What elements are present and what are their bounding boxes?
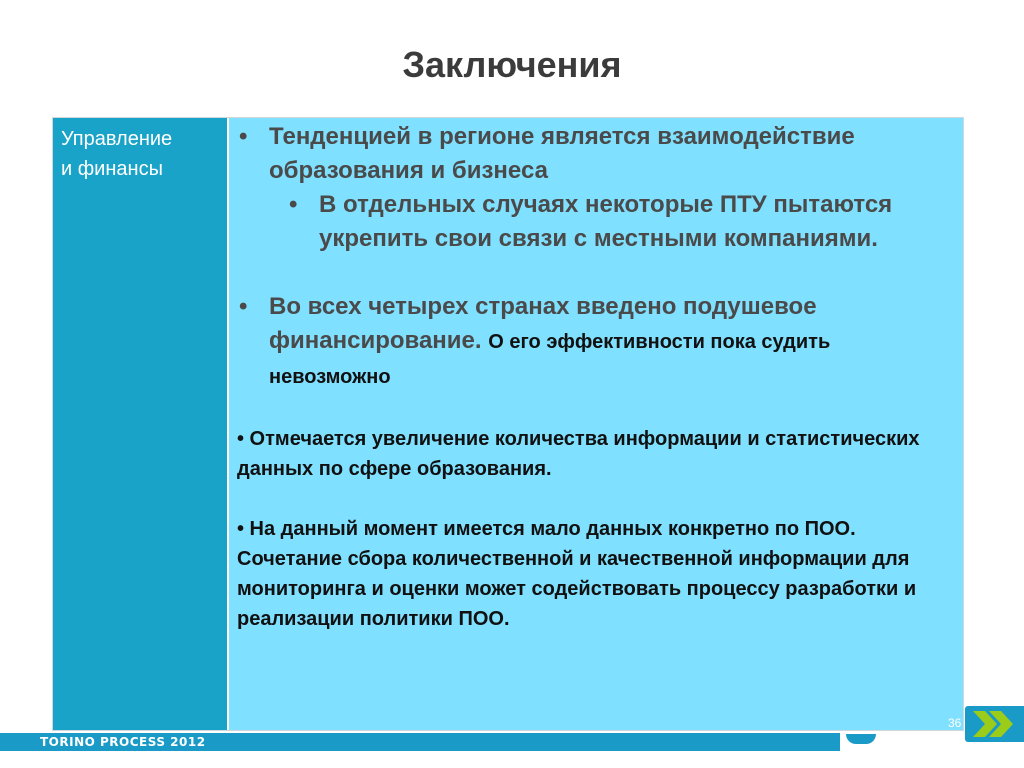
paragraph-item-4-continuation: Сочетание сбора количественной и качественной информации для мониторинга и оценки может содействовать процессу разработки и реализации политики ПОО. xyxy=(237,548,917,630)
bullet-item-1 xyxy=(237,120,953,188)
bullet-marker: • xyxy=(239,123,248,150)
bullet-marker: • xyxy=(289,191,298,218)
bullet-item-2 xyxy=(237,290,953,394)
footer-decoration xyxy=(846,734,876,744)
bullet-item-1-sub-text: В отдельных случаях некоторые ПТУ пытаются укрепить свои связи с местными компаниями. xyxy=(319,191,893,252)
content-table xyxy=(52,117,964,731)
chevron-right-double-icon xyxy=(965,706,1024,742)
footer-brand-text: TORINO PROCESS 2012 xyxy=(40,735,206,749)
row-content-cell xyxy=(229,118,963,730)
bullet-item-2-tail: О его эффективности пока судить невозможно xyxy=(269,331,831,388)
slide-title: Заключения xyxy=(402,44,622,85)
paragraph-item-3: • Отмечается увеличение количества информации и статистических данных по сфере образования. xyxy=(237,428,920,480)
bullet-item-2-content xyxy=(269,290,953,394)
row-header-line1: Управление xyxy=(61,128,173,150)
nav-badge xyxy=(965,706,1024,742)
bullet-marker: • xyxy=(239,293,248,320)
paragraph-item-4: • На данный момент имеется мало данных конкретно по ПОО. xyxy=(237,518,856,540)
bullet-item-2-text: Во всех четырех странах введено подушевое финансирование. xyxy=(269,293,817,354)
bullet-item-1-text: Тенденцией в регионе является взаимодействие образования и бизнеса xyxy=(269,123,855,184)
footer-brand-bar xyxy=(0,733,840,751)
row-header-cell xyxy=(53,118,229,730)
page-number: 36 xyxy=(948,716,962,730)
row-header-line2: и финансы xyxy=(61,158,163,180)
bullet-item-1-sub xyxy=(237,188,953,256)
